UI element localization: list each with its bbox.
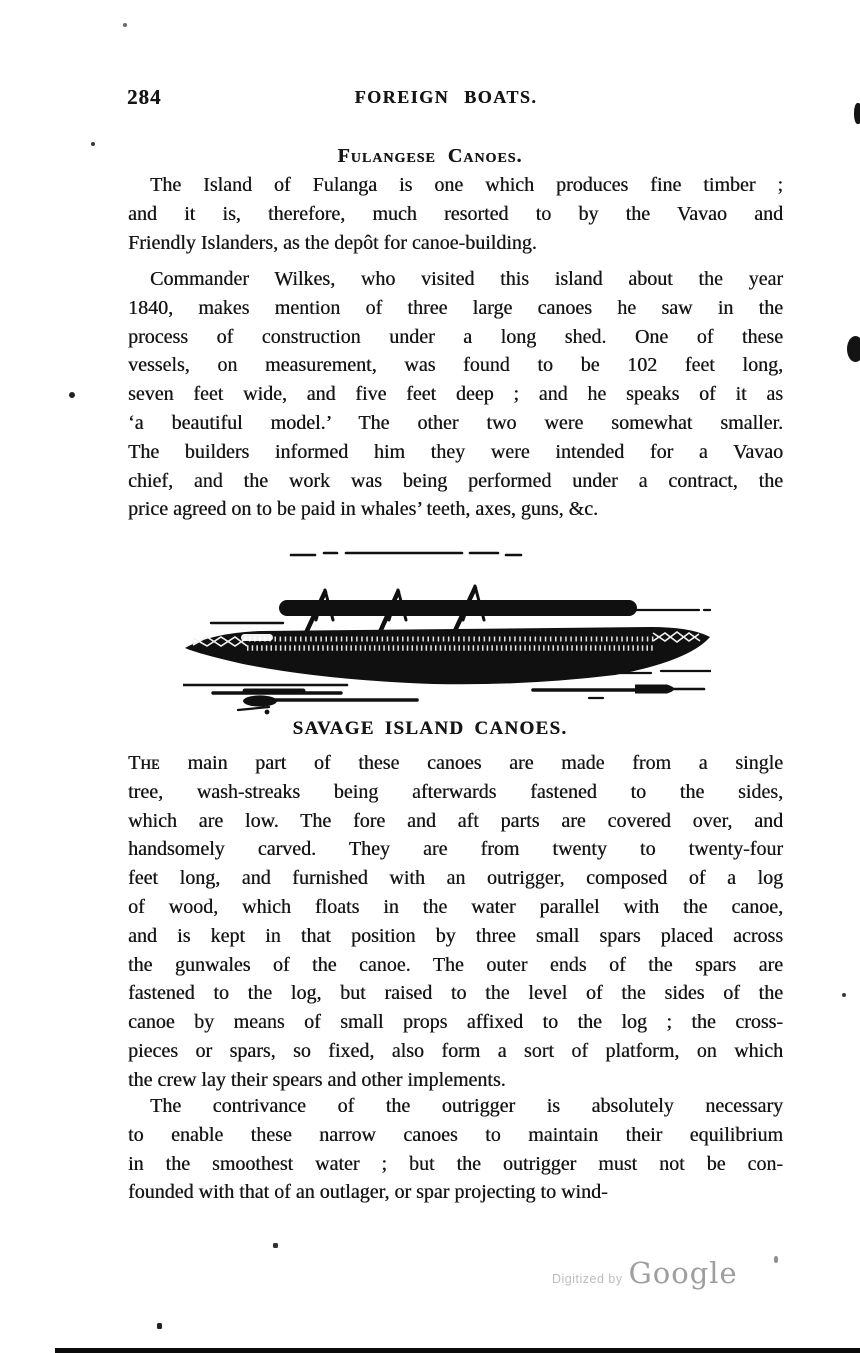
text-line: and is kept in that position by three small spars placed across — [128, 924, 783, 947]
page-number: 284 — [127, 85, 162, 109]
text-line: tree, wash-streaks being afterwards fastened to the sides, — [128, 780, 783, 803]
text-line: to enable these narrow canoes to maintain their equilibrium — [128, 1123, 783, 1146]
text-line: which are low. The fore and aft parts are covered over, and — [128, 809, 783, 832]
text-line: the crew lay their spears and other implements. — [128, 1068, 506, 1091]
scan-artifact — [273, 1243, 278, 1248]
text-line: handsomely carved. They are from twenty to twenty-four — [128, 838, 783, 861]
scan-artifact — [91, 142, 95, 146]
text-line: The builders informed him they were intended for a Vavao — [128, 440, 783, 463]
text-line: The Island of Fulanga is one which produces fine timber ; — [150, 174, 783, 196]
scan-artifact — [774, 1256, 778, 1263]
scan-artifact — [854, 103, 860, 124]
text-line: founded with that of an outlager, or spar projecting to wind- — [128, 1181, 608, 1204]
text-line: of wood, which floats in the water parallel with the canoe, — [128, 895, 783, 918]
text-line: 1840, makes mention of three large canoes he saw in the — [128, 296, 783, 319]
google-logo: Google — [628, 1256, 738, 1290]
watermark-prefix: Digitized by — [552, 1272, 623, 1286]
paragraph-savage-island-construction — [128, 749, 783, 1095]
running-title: FOREIGN BOATS. — [354, 87, 538, 107]
scan-artifact — [842, 993, 846, 997]
text-line: price agreed on to be paid in whales’ teeth, axes, guns, &c. — [128, 498, 599, 521]
text-line: Tʜᴇ main part of these canoes are made from a single — [128, 752, 783, 774]
scan-artifact — [123, 23, 127, 27]
scan-artifact — [157, 1323, 162, 1329]
text-line: feet long, and furnished with an outrigger, composed of a log — [128, 867, 783, 890]
text-line: and it is, therefore, much resorted to by the Vavao and — [128, 202, 783, 225]
text-line: in the smoothest water ; but the outrigger must not be con- — [128, 1152, 783, 1175]
paragraph-wilkes — [128, 265, 783, 524]
text-line: Friendly Islanders, as the depôt for canoe-building. — [128, 231, 537, 254]
text-line: chief, and the work was being performed under a contract, the — [128, 469, 783, 492]
text-line: Commander Wilkes, who visited this island about the year — [150, 268, 783, 290]
digitized-by-google-watermark — [552, 1256, 738, 1290]
section-heading-savage-island-canoes: SAVAGE ISLAND CANOES. — [292, 718, 568, 739]
text-line: pieces or spars, so fixed, also form a sort of platform, on which — [128, 1039, 783, 1062]
paragraph-fulanga-intro — [128, 171, 783, 257]
text-line: seven feet wide, and five feet deep ; and he speaks of it as — [128, 383, 783, 406]
text-line: process of construction under a long shed. One of these — [128, 325, 783, 348]
text-line: fastened to the log, but raised to the level of the sides of the — [128, 982, 783, 1005]
section-heading-fulangese-canoes: Fulangese Canoes. — [337, 145, 523, 167]
text-line: canoe by means of small props affixed to the log ; the cross- — [128, 1011, 783, 1034]
text-line: The contrivance of the outrigger is absolutely necessary — [150, 1095, 783, 1117]
text-line: ‘a beautiful model.’ The other two were somewhat smaller. — [128, 411, 783, 434]
scan-artifact — [69, 392, 75, 398]
scan-artifact — [847, 336, 860, 362]
text-line: vessels, on measurement, was found to be 102 feet long, — [128, 354, 783, 377]
paragraph-outrigger-contrivance — [128, 1092, 783, 1207]
canoe-engraving — [183, 544, 711, 716]
text-line: the gunwales of the canoe. The outer ends of the spars are — [128, 953, 783, 976]
scan-artifact — [55, 1348, 860, 1353]
